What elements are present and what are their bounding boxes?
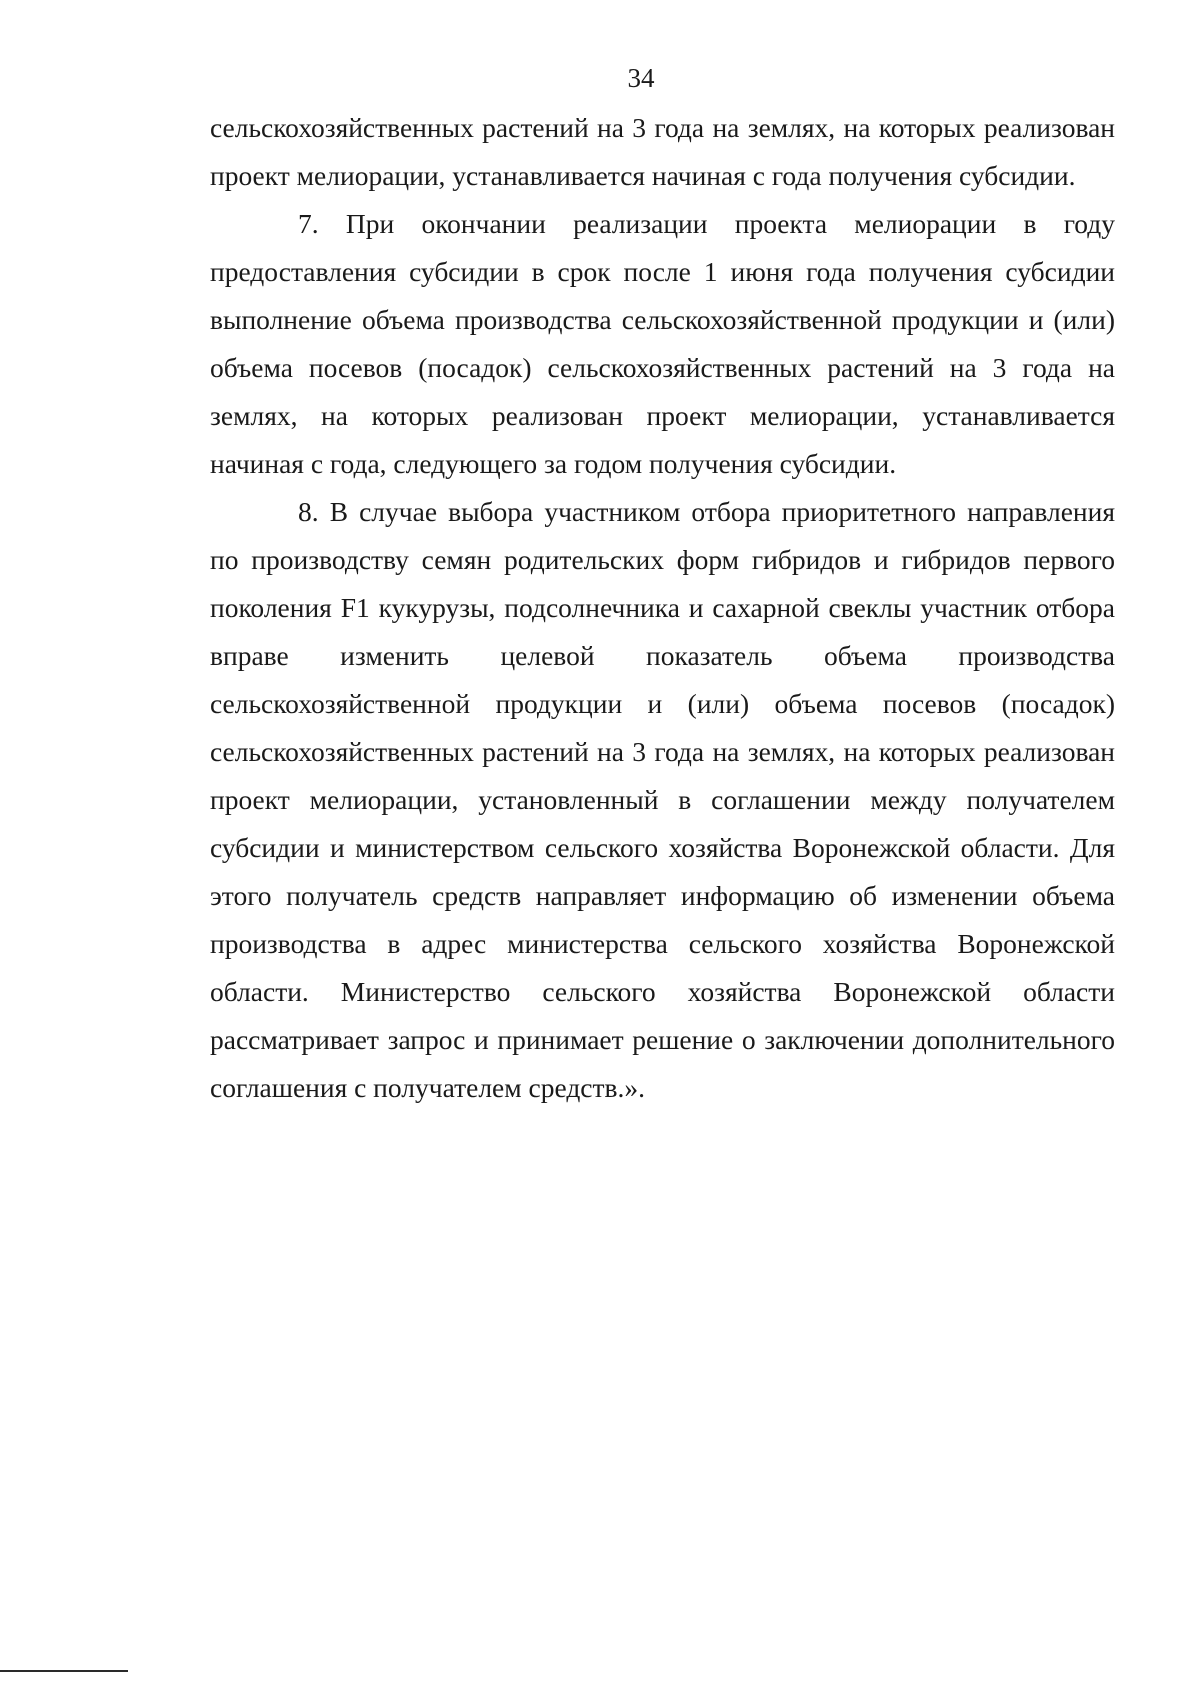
footer-rule — [0, 1670, 128, 1673]
document-body — [210, 104, 1115, 1112]
paragraph-item-8: 8. В случае выбора участником отбора приоритетного направления по производству семян родительских форм гибридов и гибридов первого поколения F1 кукурузы, подсолнечника и сахарной свеклы участник отбора вправе изменить целевой показатель объема производства сельскохозяйственной продукции и (или) объема посевов (посадок) сельскохозяйственных растений на 3 года на землях, на которых реализован проект мелиорации, установленный в соглашении между получателем субсидии и министерством сельского хозяйства Воронежской области. Для этого получатель средств направляет информацию об изменении объема производства в адрес министерства сельского хозяйства Воронежской области. Министерство сельского хозяйства Воронежской области рассматривает запрос и принимает решение о заключении дополнительного соглашения с получателем средств.». — [210, 496, 1115, 1103]
paragraph-item-7: 7. При окончании реализации проекта мелиорации в году предоставления субсидии в срок после 1 июня года получения субсидии выполнение объема производства сельскохозяйственной продукции и (или) объема посевов (посадок) сельскохозяйственных растений на 3 года на землях, на которых реализован проект мелиорации, устанавливается начиная с года, следующего за годом получения субсидии. — [210, 208, 1115, 479]
page-number: 34 — [627, 63, 655, 93]
paragraph-continuation: сельскохозяйственных растений на 3 года на землях, на которых реализован проект мелиорации, устанавливается начиная с года получения субсидии. — [210, 112, 1115, 191]
